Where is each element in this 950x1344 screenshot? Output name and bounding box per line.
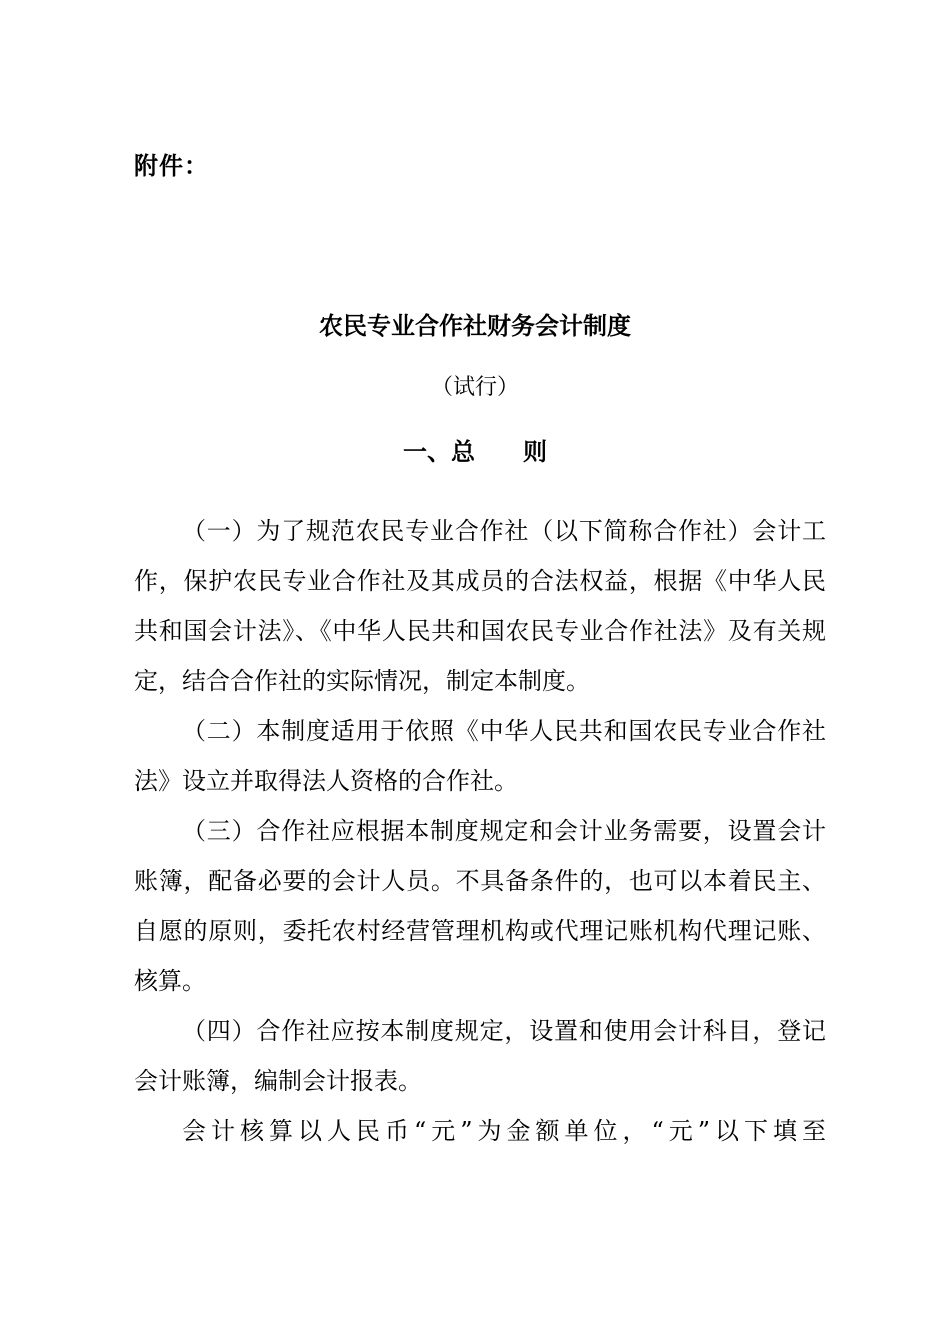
section-heading: 一、总 则 <box>403 438 547 466</box>
document-subtitle: （试行） <box>430 375 519 400</box>
paragraph-1: （一）为了规范农民专业合作社（以下简称合作社）会计工作，保护农民专业合作社及其成员的合法权益，根据《中华人民共和国会计法》、《中华人民共和国农民专业合作社法》及有关规定，结合合作社的实际情况，制定本制度。 <box>134 517 826 695</box>
paragraph-3: （三）合作社应根据本制度规定和会计业务需要，设置会计账簿，配备必要的会计人员。不具备条件的，也可以本着民主、自愿的原则，委托农村经营管理机构或代理记账机构代理记账、核算。 <box>134 817 826 995</box>
paragraph-5: 会计核算以人民币“元”为金额单位，“元”以下填至 <box>182 1117 826 1145</box>
document-body <box>134 506 826 1156</box>
paragraph-4: （四）合作社应按本制度规定，设置和使用会计科目，登记会计账簿，编制会计报表。 <box>134 1017 826 1095</box>
attachment-label: 附件： <box>134 152 209 180</box>
document-title: 农民专业合作社财务会计制度 <box>319 312 631 340</box>
paragraph-2: （二）本制度适用于依照《中华人民共和国农民专业合作社法》设立并取得法人资格的合作社。 <box>134 717 826 795</box>
